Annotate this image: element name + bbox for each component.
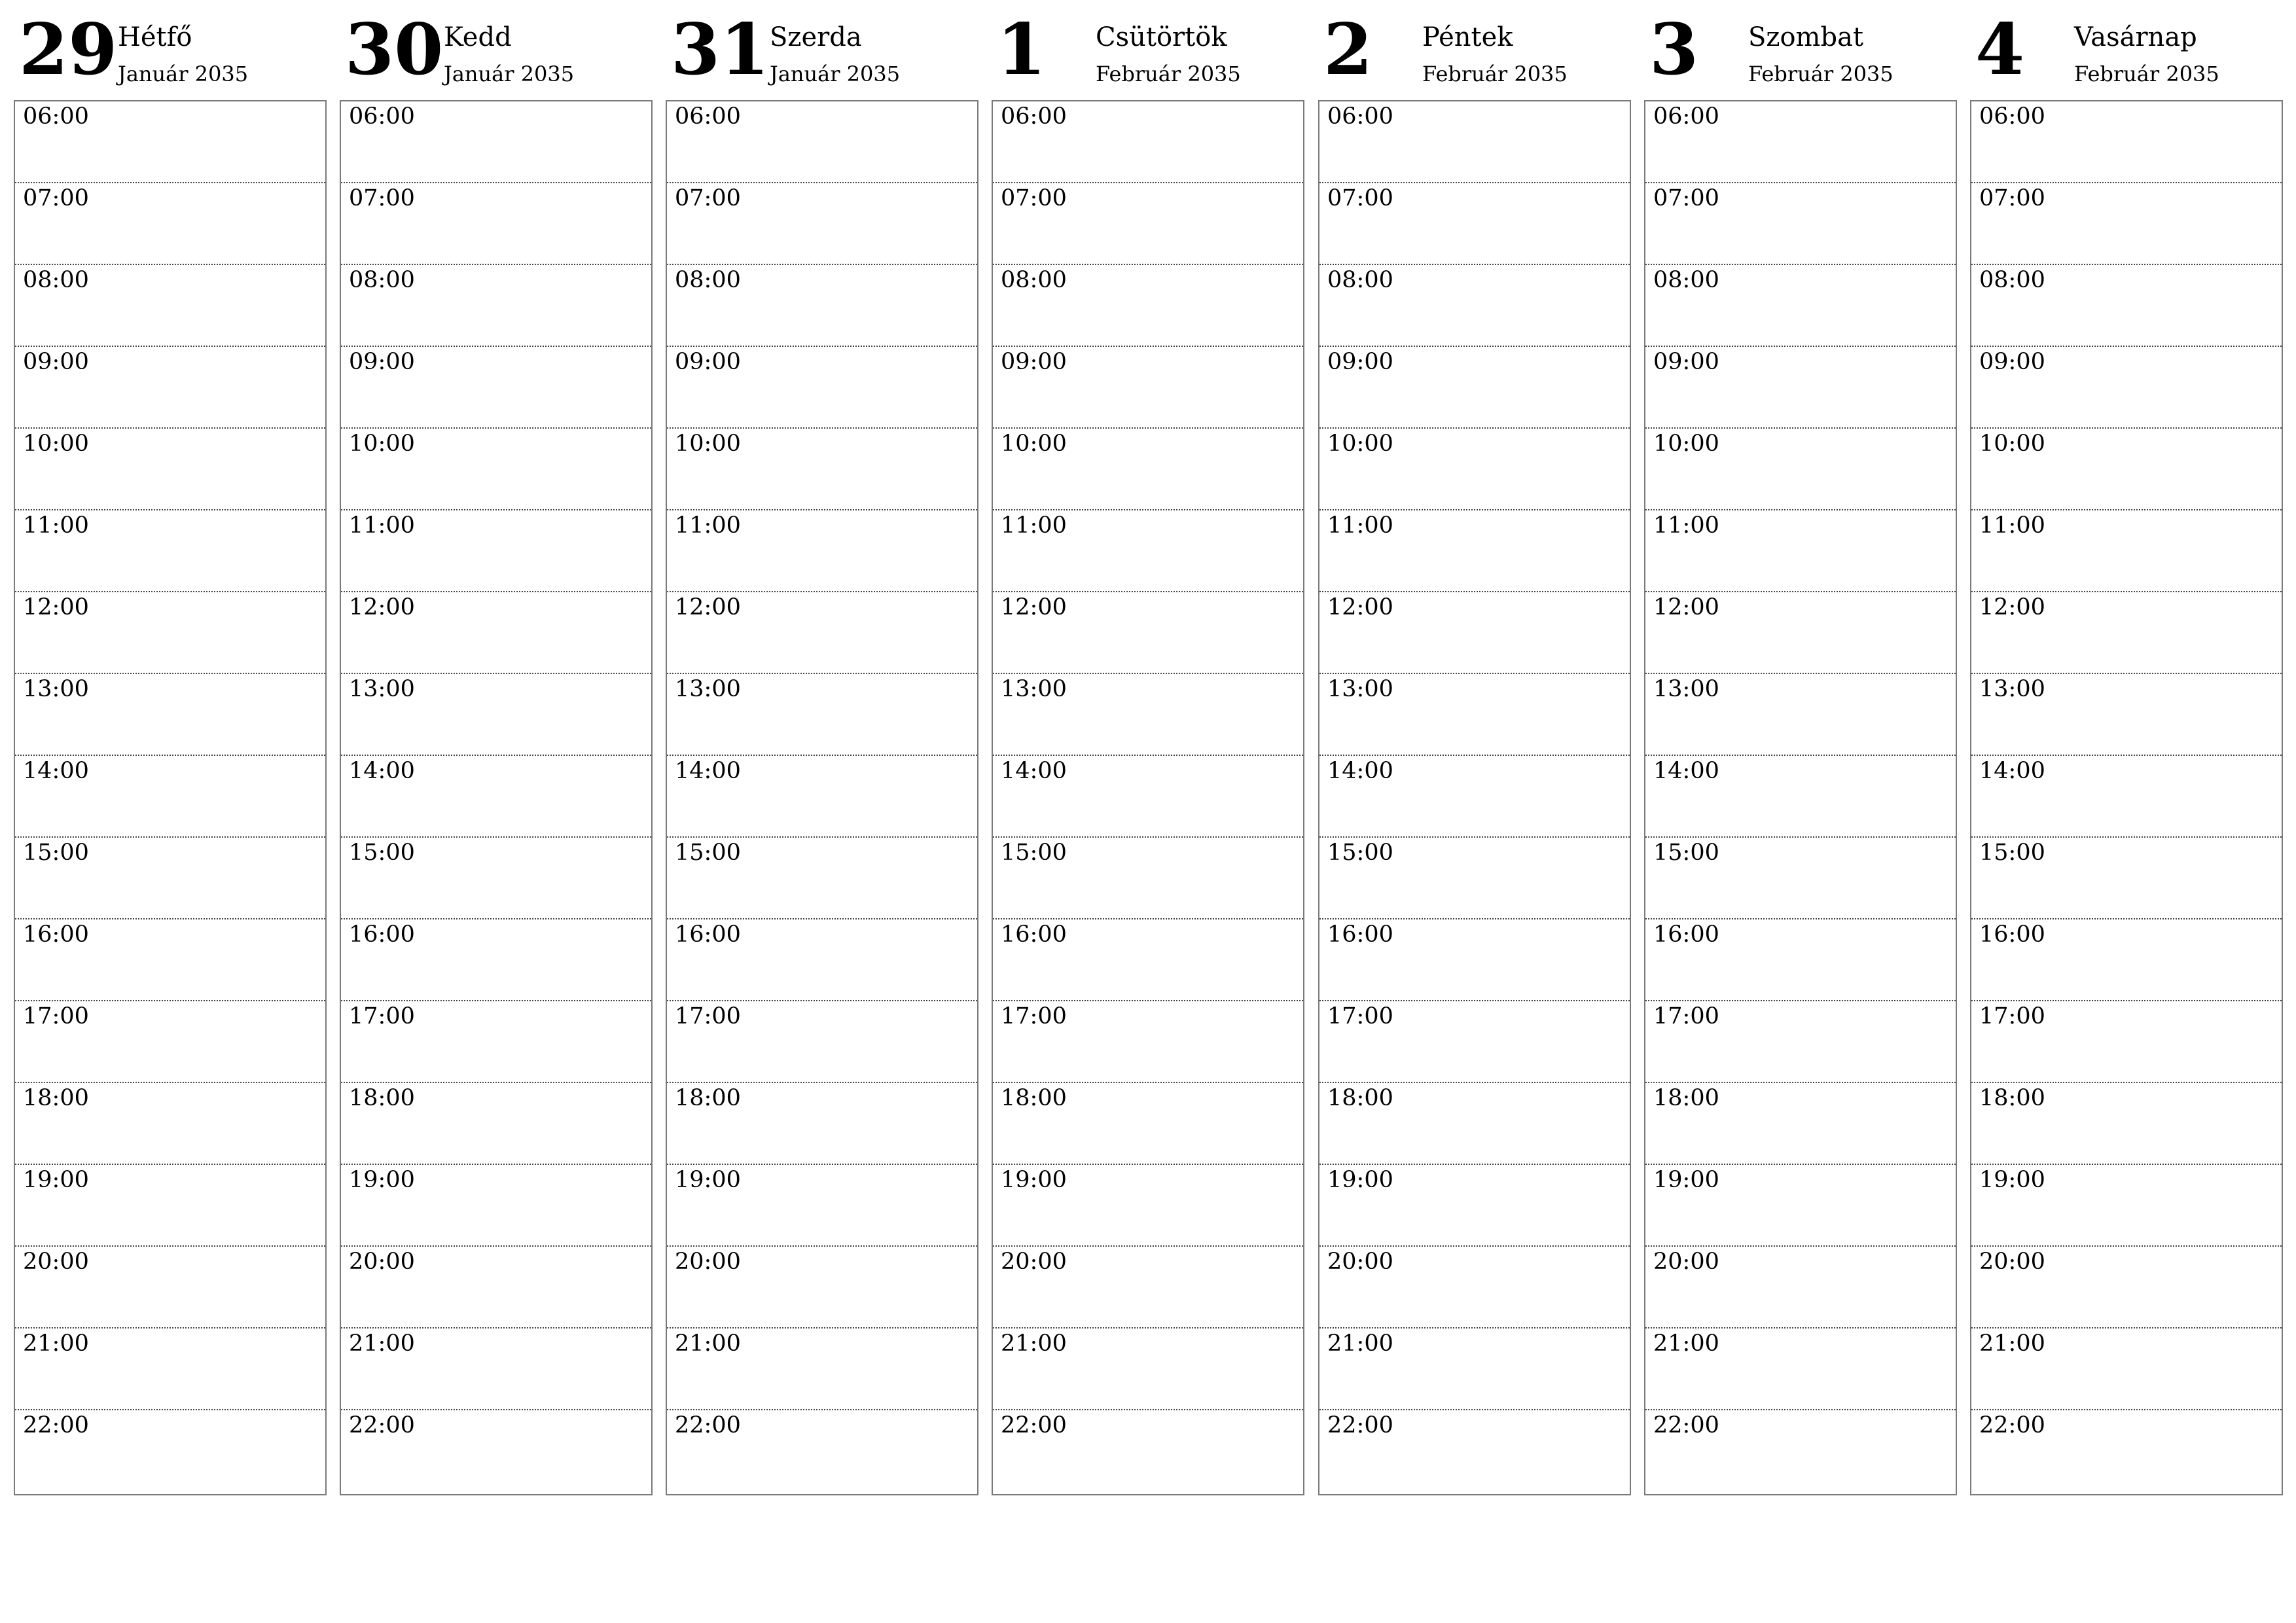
day-header	[340, 0, 653, 98]
time-label: 21:00	[23, 1330, 89, 1357]
time-label: 18:00	[1653, 1085, 1719, 1111]
time-slot[interactable]	[667, 101, 977, 183]
time-label: 06:00	[349, 103, 415, 130]
time-slot[interactable]	[993, 1329, 1303, 1410]
time-label: 15:00	[349, 840, 415, 866]
time-slot[interactable]	[1319, 510, 1630, 592]
time-label: 15:00	[1979, 840, 2045, 866]
day-month: Február 2035	[2074, 62, 2219, 86]
time-label: 20:00	[1327, 1249, 1393, 1275]
time-label: 09:00	[1327, 349, 1393, 375]
time-slot[interactable]	[667, 1165, 977, 1247]
time-label: 09:00	[675, 349, 741, 375]
time-slot[interactable]	[15, 265, 325, 347]
time-label: 15:00	[675, 840, 741, 866]
time-slot[interactable]	[1645, 429, 1956, 510]
time-label: 17:00	[675, 1003, 741, 1029]
time-slot[interactable]	[1319, 919, 1630, 1001]
time-slot[interactable]	[1319, 1165, 1630, 1247]
time-slot[interactable]	[341, 510, 651, 592]
time-label: 13:00	[349, 676, 415, 702]
day-schedule-box	[1644, 100, 1957, 1495]
time-label: 06:00	[1001, 103, 1067, 130]
time-label: 20:00	[349, 1249, 415, 1275]
time-slot[interactable]	[1319, 347, 1630, 429]
time-label: 16:00	[349, 921, 415, 948]
time-slot[interactable]	[1971, 756, 2282, 838]
time-label: 18:00	[349, 1085, 415, 1111]
day-name: Vasárnap	[2074, 22, 2197, 52]
time-slot[interactable]	[1645, 101, 1956, 183]
time-label: 06:00	[675, 103, 741, 130]
time-label: 13:00	[675, 676, 741, 702]
time-label: 12:00	[1979, 594, 2045, 620]
time-slot[interactable]	[1645, 756, 1956, 838]
time-label: 12:00	[675, 594, 741, 620]
time-slot[interactable]	[15, 1001, 325, 1083]
time-slot[interactable]	[1319, 429, 1630, 510]
time-slot[interactable]	[15, 347, 325, 429]
time-label: 14:00	[1653, 758, 1719, 784]
time-slot[interactable]	[1319, 1410, 1630, 1492]
time-slot[interactable]	[1319, 1247, 1630, 1329]
time-slot[interactable]	[341, 101, 651, 183]
time-label: 09:00	[1001, 349, 1067, 375]
day-name: Szombat	[1748, 22, 1864, 52]
time-slot[interactable]	[1971, 1410, 2282, 1492]
time-label: 18:00	[1327, 1085, 1393, 1111]
time-slot[interactable]	[15, 1165, 325, 1247]
time-label: 11:00	[1653, 512, 1719, 539]
time-label: 19:00	[1653, 1167, 1719, 1193]
time-label: 18:00	[1001, 1085, 1067, 1111]
time-slot[interactable]	[1319, 1329, 1630, 1410]
time-slot[interactable]	[993, 183, 1303, 265]
day-number: 2	[1323, 9, 1373, 91]
time-slot[interactable]	[341, 919, 651, 1001]
time-slot[interactable]	[993, 592, 1303, 674]
time-slot[interactable]	[1319, 101, 1630, 183]
time-label: 17:00	[23, 1003, 89, 1029]
time-label: 21:00	[1979, 1330, 2045, 1357]
time-label: 06:00	[1979, 103, 2045, 130]
day-header	[14, 0, 327, 98]
time-slot[interactable]	[1971, 429, 2282, 510]
time-slot[interactable]	[1645, 1410, 1956, 1492]
time-label: 15:00	[1001, 840, 1067, 866]
time-slot[interactable]	[1971, 1165, 2282, 1247]
time-slot[interactable]	[1971, 674, 2282, 756]
day-month: Január 2035	[770, 62, 901, 86]
time-label: 15:00	[1327, 840, 1393, 866]
time-label: 07:00	[675, 185, 741, 211]
day-header	[1644, 0, 1957, 98]
time-slot[interactable]	[1971, 347, 2282, 429]
time-label: 13:00	[1653, 676, 1719, 702]
day-month: Január 2035	[118, 62, 249, 86]
time-label: 11:00	[1979, 512, 2045, 539]
time-slot[interactable]	[1971, 1083, 2282, 1165]
time-slot[interactable]	[1971, 265, 2282, 347]
time-label: 07:00	[1001, 185, 1067, 211]
day-header	[992, 0, 1304, 98]
day-number: 31	[671, 9, 770, 91]
time-label: 07:00	[23, 185, 89, 211]
time-label: 11:00	[675, 512, 741, 539]
time-label: 07:00	[1979, 185, 2045, 211]
time-slot[interactable]	[341, 1247, 651, 1329]
time-label: 10:00	[1653, 431, 1719, 457]
time-label: 22:00	[1327, 1412, 1393, 1438]
day-header	[1318, 0, 1631, 98]
time-slot[interactable]	[993, 347, 1303, 429]
time-label: 10:00	[1979, 431, 2045, 457]
time-label: 13:00	[1001, 676, 1067, 702]
time-slot[interactable]	[667, 919, 977, 1001]
time-slot[interactable]	[15, 674, 325, 756]
time-slot[interactable]	[1645, 674, 1956, 756]
time-slot[interactable]	[341, 1083, 651, 1165]
time-slot[interactable]	[15, 101, 325, 183]
time-label: 22:00	[675, 1412, 741, 1438]
time-label: 08:00	[1653, 267, 1719, 293]
day-number: 3	[1649, 9, 1699, 91]
time-slot[interactable]	[1971, 1247, 2282, 1329]
time-slot[interactable]	[667, 1083, 977, 1165]
time-slot[interactable]	[1319, 1083, 1630, 1165]
time-label: 16:00	[675, 921, 741, 948]
time-label: 12:00	[1001, 594, 1067, 620]
time-label: 21:00	[1653, 1330, 1719, 1357]
time-slot[interactable]	[15, 838, 325, 919]
time-label: 07:00	[1653, 185, 1719, 211]
time-label: 11:00	[23, 512, 89, 539]
time-slot[interactable]	[667, 1410, 977, 1492]
time-label: 08:00	[1327, 267, 1393, 293]
time-slot[interactable]	[15, 1329, 325, 1410]
time-slot[interactable]	[667, 838, 977, 919]
time-label: 18:00	[1979, 1085, 2045, 1111]
time-label: 19:00	[1327, 1167, 1393, 1193]
day-header	[1970, 0, 2283, 98]
time-slot[interactable]	[1645, 1083, 1956, 1165]
day-name: Péntek	[1422, 22, 1513, 52]
time-label: 22:00	[1653, 1412, 1719, 1438]
time-slot[interactable]	[341, 1165, 651, 1247]
day-header	[666, 0, 978, 98]
time-slot[interactable]	[1645, 1001, 1956, 1083]
time-slot[interactable]	[1971, 101, 2282, 183]
time-slot[interactable]	[667, 265, 977, 347]
time-label: 12:00	[23, 594, 89, 620]
time-label: 06:00	[1327, 103, 1393, 130]
day-schedule-box	[1970, 100, 2283, 1495]
time-label: 20:00	[1001, 1249, 1067, 1275]
day-number: 4	[1975, 9, 2025, 91]
time-slot[interactable]	[15, 510, 325, 592]
time-label: 13:00	[23, 676, 89, 702]
time-slot[interactable]	[1971, 592, 2282, 674]
time-slot[interactable]	[1319, 756, 1630, 838]
time-slot[interactable]	[667, 429, 977, 510]
time-label: 07:00	[349, 185, 415, 211]
time-label: 14:00	[675, 758, 741, 784]
day-name: Csütörtök	[1096, 22, 1227, 52]
time-label: 08:00	[1001, 267, 1067, 293]
time-label: 06:00	[23, 103, 89, 130]
time-slot[interactable]	[667, 1247, 977, 1329]
time-slot[interactable]	[1645, 510, 1956, 592]
time-label: 09:00	[349, 349, 415, 375]
time-slot[interactable]	[667, 756, 977, 838]
time-slot[interactable]	[341, 183, 651, 265]
day-schedule-box	[340, 100, 653, 1495]
time-label: 13:00	[1979, 676, 2045, 702]
time-label: 20:00	[23, 1249, 89, 1275]
time-label: 19:00	[675, 1167, 741, 1193]
time-label: 21:00	[349, 1330, 415, 1357]
time-slot[interactable]	[993, 1410, 1303, 1492]
time-slot[interactable]	[15, 1247, 325, 1329]
time-slot[interactable]	[15, 919, 325, 1001]
time-slot[interactable]	[341, 756, 651, 838]
day-number: 1	[997, 9, 1047, 91]
time-slot[interactable]	[15, 592, 325, 674]
time-label: 09:00	[23, 349, 89, 375]
time-slot[interactable]	[993, 674, 1303, 756]
time-label: 20:00	[675, 1249, 741, 1275]
day-schedule-box	[1318, 100, 1631, 1495]
time-label: 13:00	[1327, 676, 1393, 702]
time-slot[interactable]	[1645, 265, 1956, 347]
time-slot[interactable]	[993, 1165, 1303, 1247]
time-slot[interactable]	[341, 347, 651, 429]
time-label: 09:00	[1979, 349, 2045, 375]
time-slot[interactable]	[341, 1410, 651, 1492]
time-label: 12:00	[1653, 594, 1719, 620]
time-label: 21:00	[1327, 1330, 1393, 1357]
time-slot[interactable]	[1971, 1329, 2282, 1410]
time-slot[interactable]	[667, 183, 977, 265]
time-label: 14:00	[23, 758, 89, 784]
time-slot[interactable]	[15, 1083, 325, 1165]
time-label: 11:00	[349, 512, 415, 539]
time-label: 10:00	[1001, 431, 1067, 457]
time-label: 14:00	[1327, 758, 1393, 784]
time-slot[interactable]	[341, 592, 651, 674]
day-number: 29	[19, 9, 118, 91]
time-slot[interactable]	[1319, 1001, 1630, 1083]
day-month: Február 2035	[1748, 62, 1893, 86]
day-name: Kedd	[444, 22, 512, 52]
time-slot[interactable]	[993, 1247, 1303, 1329]
time-label: 17:00	[1327, 1003, 1393, 1029]
time-label: 10:00	[675, 431, 741, 457]
time-label: 08:00	[1979, 267, 2045, 293]
time-label: 12:00	[349, 594, 415, 620]
time-slot[interactable]	[667, 347, 977, 429]
time-slot[interactable]	[993, 1083, 1303, 1165]
time-label: 09:00	[1653, 349, 1719, 375]
time-label: 12:00	[1327, 594, 1393, 620]
day-month: Február 2035	[1422, 62, 1568, 86]
time-label: 16:00	[1653, 921, 1719, 948]
time-slot[interactable]	[15, 429, 325, 510]
time-label: 08:00	[23, 267, 89, 293]
time-label: 15:00	[23, 840, 89, 866]
time-label: 19:00	[1979, 1167, 2045, 1193]
time-slot[interactable]	[1645, 919, 1956, 1001]
time-slot[interactable]	[993, 756, 1303, 838]
time-slot[interactable]	[993, 919, 1303, 1001]
time-slot[interactable]	[993, 838, 1303, 919]
time-slot[interactable]	[1319, 674, 1630, 756]
time-label: 18:00	[23, 1085, 89, 1111]
time-slot[interactable]	[1971, 919, 2282, 1001]
time-label: 17:00	[349, 1003, 415, 1029]
time-label: 08:00	[349, 267, 415, 293]
time-slot[interactable]	[15, 1410, 325, 1492]
time-label: 19:00	[23, 1167, 89, 1193]
time-slot[interactable]	[993, 265, 1303, 347]
time-slot[interactable]	[1319, 265, 1630, 347]
time-label: 22:00	[1979, 1412, 2045, 1438]
time-slot[interactable]	[1319, 183, 1630, 265]
time-slot[interactable]	[1971, 1001, 2282, 1083]
time-label: 17:00	[1001, 1003, 1067, 1029]
time-slot[interactable]	[667, 1001, 977, 1083]
time-slot[interactable]	[1645, 1329, 1956, 1410]
day-name: Szerda	[770, 22, 862, 52]
time-slot[interactable]	[667, 1329, 977, 1410]
time-label: 15:00	[1653, 840, 1719, 866]
time-slot[interactable]	[667, 674, 977, 756]
time-label: 10:00	[23, 431, 89, 457]
time-slot[interactable]	[1645, 592, 1956, 674]
time-slot[interactable]	[993, 101, 1303, 183]
time-label: 16:00	[1001, 921, 1067, 948]
time-slot[interactable]	[341, 265, 651, 347]
time-label: 17:00	[1653, 1003, 1719, 1029]
time-slot[interactable]	[341, 1329, 651, 1410]
time-label: 16:00	[1979, 921, 2045, 948]
time-label: 14:00	[1979, 758, 2045, 784]
time-label: 22:00	[349, 1412, 415, 1438]
time-label: 14:00	[349, 758, 415, 784]
time-slot[interactable]	[15, 183, 325, 265]
time-slot[interactable]	[341, 429, 651, 510]
time-slot[interactable]	[1645, 838, 1956, 919]
day-month: Február 2035	[1096, 62, 1241, 86]
time-label: 19:00	[349, 1167, 415, 1193]
time-label: 16:00	[23, 921, 89, 948]
time-slot[interactable]	[993, 429, 1303, 510]
day-schedule-box	[14, 100, 327, 1495]
time-label: 22:00	[1001, 1412, 1067, 1438]
time-label: 06:00	[1653, 103, 1719, 130]
time-label: 21:00	[1001, 1330, 1067, 1357]
time-label: 16:00	[1327, 921, 1393, 948]
time-label: 20:00	[1979, 1249, 2045, 1275]
time-slot[interactable]	[1645, 1247, 1956, 1329]
time-slot[interactable]	[341, 674, 651, 756]
time-label: 18:00	[675, 1085, 741, 1111]
time-slot[interactable]	[993, 510, 1303, 592]
time-label: 07:00	[1327, 185, 1393, 211]
time-slot[interactable]	[1319, 592, 1630, 674]
time-slot[interactable]	[1971, 838, 2282, 919]
time-slot[interactable]	[1645, 1165, 1956, 1247]
time-label: 14:00	[1001, 758, 1067, 784]
day-name: Hétfő	[118, 22, 192, 52]
time-label: 11:00	[1001, 512, 1067, 539]
time-label: 11:00	[1327, 512, 1393, 539]
time-slot[interactable]	[667, 592, 977, 674]
day-month: Január 2035	[444, 62, 575, 86]
time-slot[interactable]	[1971, 183, 2282, 265]
time-slot[interactable]	[1971, 510, 2282, 592]
time-slot[interactable]	[1645, 347, 1956, 429]
day-schedule-box	[666, 100, 978, 1495]
time-slot[interactable]	[341, 838, 651, 919]
time-slot[interactable]	[667, 510, 977, 592]
time-label: 10:00	[349, 431, 415, 457]
time-slot[interactable]	[1319, 838, 1630, 919]
time-label: 21:00	[675, 1330, 741, 1357]
day-number: 30	[345, 9, 444, 91]
time-slot[interactable]	[1645, 183, 1956, 265]
time-label: 17:00	[1979, 1003, 2045, 1029]
time-slot[interactable]	[15, 756, 325, 838]
day-schedule-box	[992, 100, 1304, 1495]
time-slot[interactable]	[341, 1001, 651, 1083]
time-slot[interactable]	[993, 1001, 1303, 1083]
time-label: 19:00	[1001, 1167, 1067, 1193]
time-label: 20:00	[1653, 1249, 1719, 1275]
time-label: 10:00	[1327, 431, 1393, 457]
time-label: 22:00	[23, 1412, 89, 1438]
time-label: 08:00	[675, 267, 741, 293]
